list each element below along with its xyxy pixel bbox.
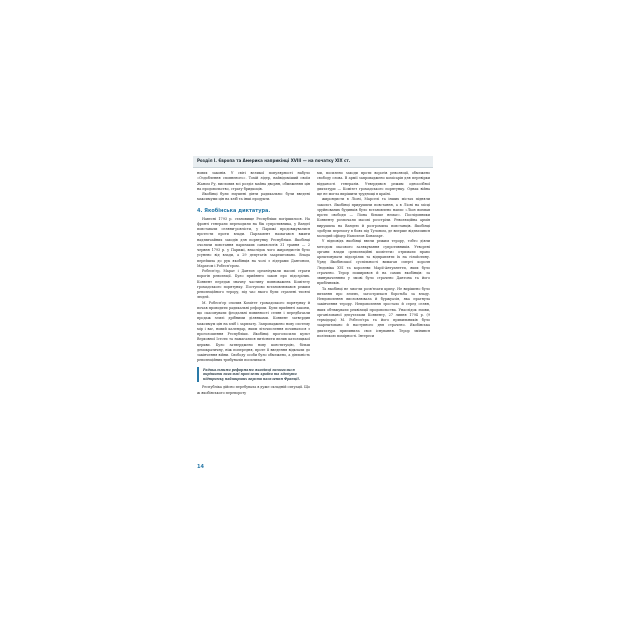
callout-box: Радикальними реформами якобінці намагалися вирішити нагальні проблеми країни та здобути підтримку найширших верств населення Франції. <box>197 367 310 383</box>
header-title: Розділ І. Європа та Америка наприкінці XVIII — на початку XIX ст. <box>197 158 351 163</box>
left-closing-paragraph: Республіка дійсно перебувала в дуже складній ситуації. Що ж якобінського перевороту <box>197 385 311 395</box>
right-column <box>317 171 430 339</box>
right-paragraph-3: Та якобінці не змогли розв'язати кризу. Не вирішено було питання про землю, загострилася боротьба за владу. Невдоволення висловлювала й буржуазія, яка прагнула закінчення терору. Невдоволення зростало й серед селян, яких обтяжували реквізиції продовольства. Унаслідок змови, організованої депутатами Конвенту, 27 липня 1794 р. (9 термідора) М. Робесп'єра та його прихильників було заарештовано й наступного дня страчено. Якобінська диктатура припинила своє існування. Терор змінився політикою помірності. Інтереси <box>317 286 430 338</box>
section-title: 4. Якобінська диктатура. <box>197 207 271 214</box>
left-intro-paragraph-2: Якобінці були змушені діяти радикально: були введені максимуми цін на хліб та інші продукти. <box>197 192 310 202</box>
page-number: 14 <box>197 464 204 470</box>
right-paragraph-2: У відповідь якобінці ввели режим терору, тобто діяли методом масового залякування супротивників. Утворені органи влади «революційні комітети» отримали право арештовувати підозрілих та відправляти їх на гільйотину. Уряд Якобінської суспільності вимагав смерті короля Людовіка XVI та королеви Марії-Антуанетти, яких було страчено. Терор поширився й на самих якобінців: за звинуваченням у змові було страчено Дантона та його прибічників. <box>317 239 430 286</box>
right-intro-paragraph: ми, посилено заходи проти ворогів революції, обмежено свободу слова. В армії запроваджено комісарів для перевірки відданості генералів. Утвердився режим одноосібної диктатури — Комітет громадського порятунку. Однак війна ще не могла вирішити труднощі в країні. <box>317 171 430 196</box>
left-paragraph-3: М. Робесп'єр очолив Комітет громадського порятунку й почав проводити радикальні реформи. Були прийняті закони, що скасовували феодальні повинності селян і передбачали продаж землі дрібними ділянками. Конвент затвердив максимум цін на хліб і зарплату. Запроваджено нову систему мір і ваг, новий календар, яким літочислення починалося з проголошення Республіки. Якобінці проголосили культ Верховної Істоти та намагалися витіснити вплив католицької церкви. Було затверджено нову конституцію, більш демократичну, ніж попередня, проте її введення відклали до закінчення війни. Свободу особи було обмежено, а діяльність революційних трибуналів посилилася. <box>197 300 310 363</box>
right-paragraph-1: жирондисти в Ліоні, Марселі та інших містах підняли заколот. Якобінці придушили повстання, а в Ліоні на місці зруйнованих будинків було встановлено напис «Ліон воював проти свободи — Ліона більше немає». Послідовники Конвенту розпочали масові розстріли. Революційна армія вирушила на Вандею й розгромила повстанців. Якобінці здобули перемогу в боях під Тулоном, де вперше відзначився молодий офіцер Наполеон Бонапарт. <box>317 197 430 238</box>
left-column <box>197 171 310 396</box>
left-intro-paragraph-1: нових законів. У світі великої популярності набуло «Оздоблення сповненого». Тохій лідер, найвідоміший своїм Жаном Ру, висловив всі розділ майна дворян, обмеження цін на продовольство, страту бридкоців. <box>197 171 310 191</box>
left-paragraph-2: Робесп'єр, Марат і Дантон організували масові страти ворогів революції. Було прийнято закон про підозрілих. Конвент передав значну частину повноважень Комітету громадського порятунку. Поступово встановлювався режим революційного терору, під час якого були страчені тисячі людей. <box>197 269 310 300</box>
left-paragraph-1: Навесні 1793 р. становище Республіки погіршилося. На фронті генерали переходили на бік супротивника, у Вандеї повставали селяни-роялісти, у Парижі продовжувалися протести проти влади. Парламент намагався вжити надзвичайних заходів для порятунку Республіки. Якобінці очолили повстання паризьких санкюлотів 31 травня — 2 червня 1793 р. у Парижі, внаслідок чого жирондистів було усунено від влади, а 29 депутатів заарештовано. Влада перейшла до рук якобінців на чолі з лідерами Дантоном, Маратом і Робесп'єром. <box>197 216 310 268</box>
textbook-page <box>193 156 433 474</box>
running-header <box>193 156 433 168</box>
